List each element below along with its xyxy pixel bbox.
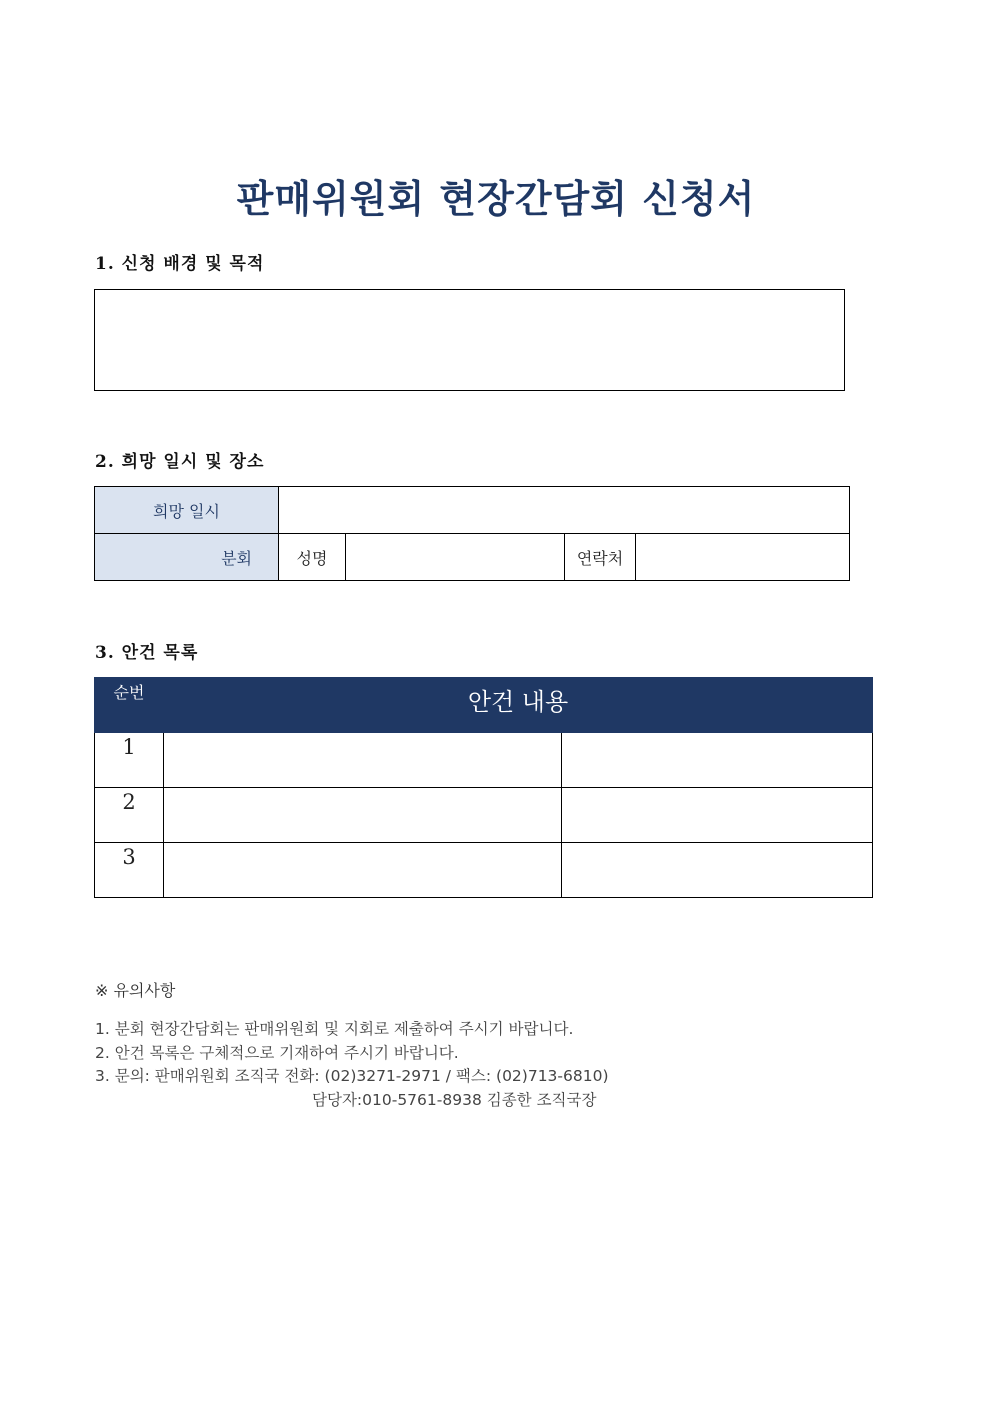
contact-field[interactable] bbox=[636, 534, 850, 581]
note-item: 2. 안건 목록은 구체적으로 기재하여 주시기 바랍니다. bbox=[95, 1044, 459, 1062]
background-purpose-box[interactable] bbox=[94, 289, 845, 391]
desired-datetime-label: 희망 일시 bbox=[95, 487, 279, 534]
agenda-content-cell[interactable] bbox=[164, 733, 562, 788]
row-number: 1 bbox=[95, 733, 164, 788]
contact-person: 담당자:010-5761-8938 김종한 조직국장 bbox=[312, 1091, 597, 1109]
column-number-header: 순번 bbox=[95, 678, 164, 733]
agenda-table bbox=[94, 677, 873, 898]
table-row bbox=[95, 843, 873, 898]
table-row bbox=[95, 788, 873, 843]
row-number: 3 bbox=[95, 843, 164, 898]
name-label: 성명 bbox=[279, 534, 346, 581]
note-item: 3. 문의: 판매위원회 조직국 전화: (02)3271-2971 / 팩스: (02)713-6810) bbox=[95, 1067, 609, 1085]
branch-label: 분회 bbox=[95, 534, 279, 581]
name-field[interactable] bbox=[346, 534, 565, 581]
agenda-extra-cell[interactable] bbox=[562, 788, 873, 843]
note-item: 1. 분회 현장간담회는 판매위원회 및 지회로 제출하여 주시기 바랍니다. bbox=[95, 1020, 574, 1038]
agenda-content-cell[interactable] bbox=[164, 788, 562, 843]
column-content-header: 안건 내용 bbox=[164, 678, 873, 733]
desired-datetime-field[interactable] bbox=[279, 487, 850, 534]
section3-heading: 3. 안건 목록 bbox=[95, 643, 199, 663]
section2-heading: 2. 희망 일시 및 장소 bbox=[95, 452, 265, 472]
agenda-extra-cell[interactable] bbox=[562, 733, 873, 788]
row-number: 2 bbox=[95, 788, 164, 843]
contact-label: 연락처 bbox=[565, 534, 636, 581]
agenda-content-cell[interactable] bbox=[164, 843, 562, 898]
document-title: 판매위원회 현장간담회 신청서 bbox=[236, 177, 756, 221]
agenda-extra-cell[interactable] bbox=[562, 843, 873, 898]
table-row bbox=[95, 733, 873, 788]
schedule-table bbox=[94, 486, 850, 581]
notes-heading: ※ 유의사항 bbox=[95, 981, 176, 1000]
section1-heading: 1. 신청 배경 및 목적 bbox=[95, 254, 265, 274]
